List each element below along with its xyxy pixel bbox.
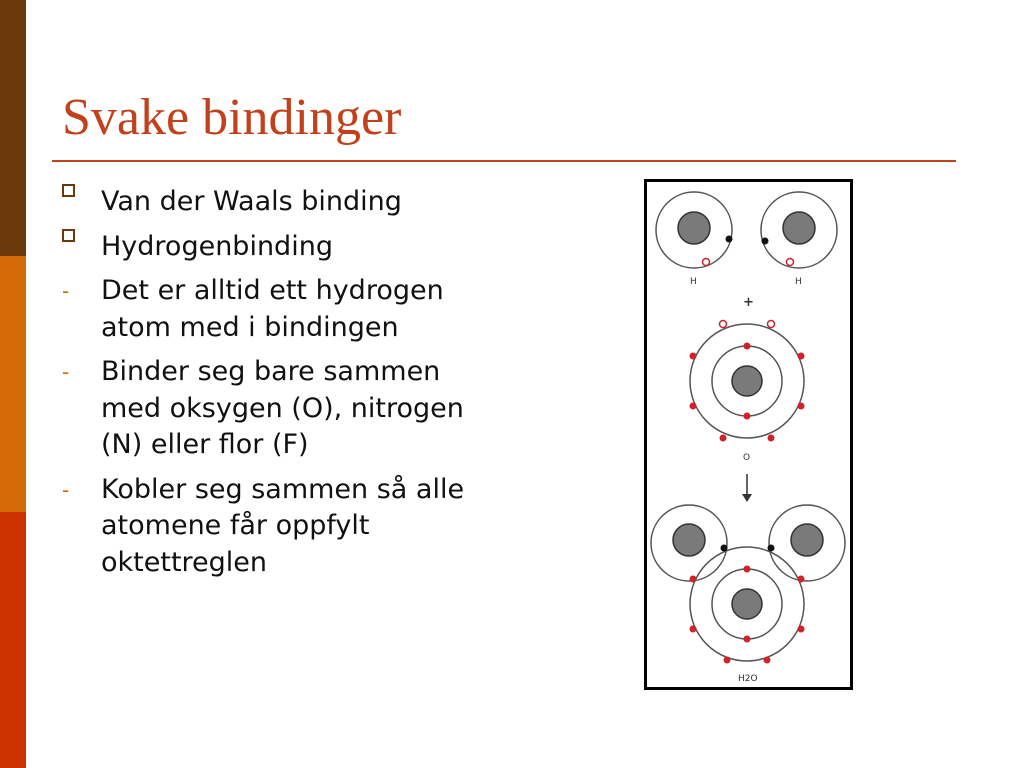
bullet-item (62, 273, 502, 346)
arrow-down-icon (742, 474, 752, 502)
bullet-item (62, 354, 502, 464)
sidebar-segment-brown (0, 0, 26, 256)
label-hydrogen-right: H (795, 277, 802, 287)
oxygen-atom (690, 321, 805, 442)
electron-dot (726, 236, 733, 243)
water-molecule (651, 505, 845, 664)
electron-hole (703, 259, 710, 266)
title-divider (52, 160, 956, 162)
hydrogen-atom-left (656, 192, 733, 268)
bullet-text: Van der Waals binding (101, 186, 402, 217)
label-water: H2O (738, 674, 758, 684)
bullet-text: Binder seg bare sammen med oksygen (O), nitrogen (N) eller flor (F) (101, 356, 464, 460)
label-hydrogen-left: H (690, 277, 697, 287)
bullet-item (62, 472, 502, 582)
bullet-text: Kobler seg sammen så alle atomene får oppfylt oktettreglen (101, 473, 465, 578)
electron-hole (787, 259, 794, 266)
water-molecule-diagram (644, 179, 853, 690)
diagram-svg (647, 182, 850, 687)
bullet-item (62, 184, 502, 221)
hydrogen-atom-right (761, 192, 837, 268)
plus-sign: + (743, 295, 754, 310)
square-bullet-icon (62, 184, 75, 197)
sidebar-segment-orange (0, 256, 26, 512)
dash-bullet-icon: - (62, 279, 70, 303)
slide-title: Svake bindinger (62, 89, 402, 146)
bullet-list (62, 184, 502, 589)
dash-bullet-icon: - (62, 360, 70, 384)
square-bullet-icon (62, 229, 75, 242)
electron-dot (762, 238, 769, 245)
sidebar-decoration (0, 0, 26, 768)
bullet-text: Hydrogenbinding (101, 230, 333, 262)
bullet-text: Det er alltid ett hydrogen atom med i bindingen (101, 275, 444, 343)
bullet-item (62, 229, 502, 266)
label-oxygen: O (743, 453, 751, 463)
dash-bullet-icon: - (62, 477, 70, 502)
sidebar-segment-red (0, 512, 26, 768)
